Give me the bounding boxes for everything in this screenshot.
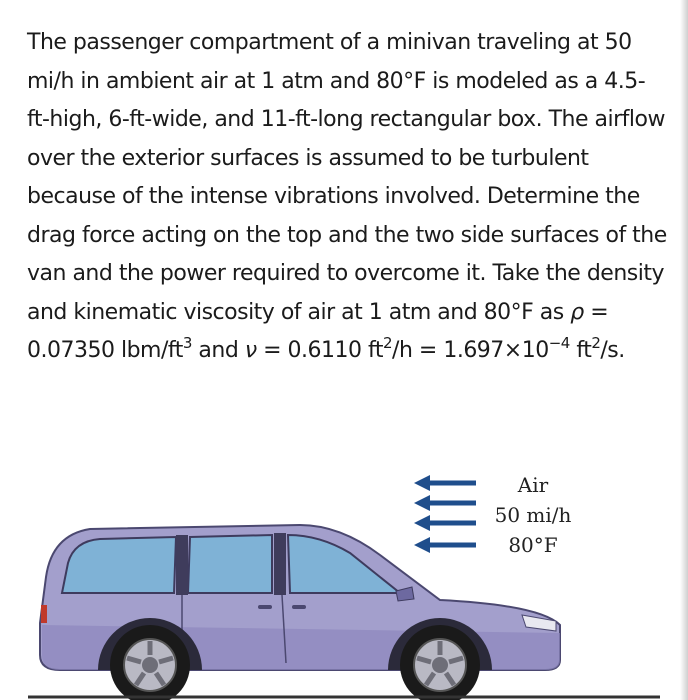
rho-value: = 0.07350 lbm/ft bbox=[27, 299, 609, 363]
nu-unit-ft: ft bbox=[569, 338, 592, 363]
nu-unit-per-hour: /h = 1.697×10 bbox=[392, 338, 549, 363]
exponent-2b: 2 bbox=[591, 334, 601, 352]
exponent-2a: 2 bbox=[383, 334, 393, 352]
nu-unit-per-second: /s. bbox=[600, 338, 625, 363]
problem-text-main: The passenger compartment of a minivan traveling at 50 mi/h in ambient air at 1 atm and 80°F is modeled as a 4.5-ft-high, 6-ft-wide, and 11-ft-long rectangular box. The airflow over the exterior surfaces is assumed to be turbulent because of the intense vibrations involved. Determine the drag force acting on the top and the two side surfaces of the van and the power required to overcome it. Take the density and kinematic viscosity of air at 1 atm and 80°F as bbox=[27, 30, 667, 325]
air-label: Air bbox=[517, 473, 549, 497]
and-text: and bbox=[191, 338, 245, 363]
rho-symbol: ρ bbox=[570, 299, 584, 325]
minivan-drawing bbox=[0, 455, 688, 700]
minivan-figure bbox=[0, 455, 688, 700]
temperature-label: 80°F bbox=[508, 533, 558, 557]
airflow-arrows-icon bbox=[414, 475, 476, 553]
page-edge-shadow bbox=[680, 0, 688, 700]
nu-symbol: ν bbox=[244, 338, 257, 363]
exponent-3: 3 bbox=[182, 334, 192, 352]
speed-label: 50 mi/h bbox=[494, 503, 572, 527]
problem-statement bbox=[27, 24, 667, 371]
nu-value: = 0.6110 ft bbox=[256, 338, 383, 363]
exponent-neg4: −4 bbox=[548, 334, 570, 352]
